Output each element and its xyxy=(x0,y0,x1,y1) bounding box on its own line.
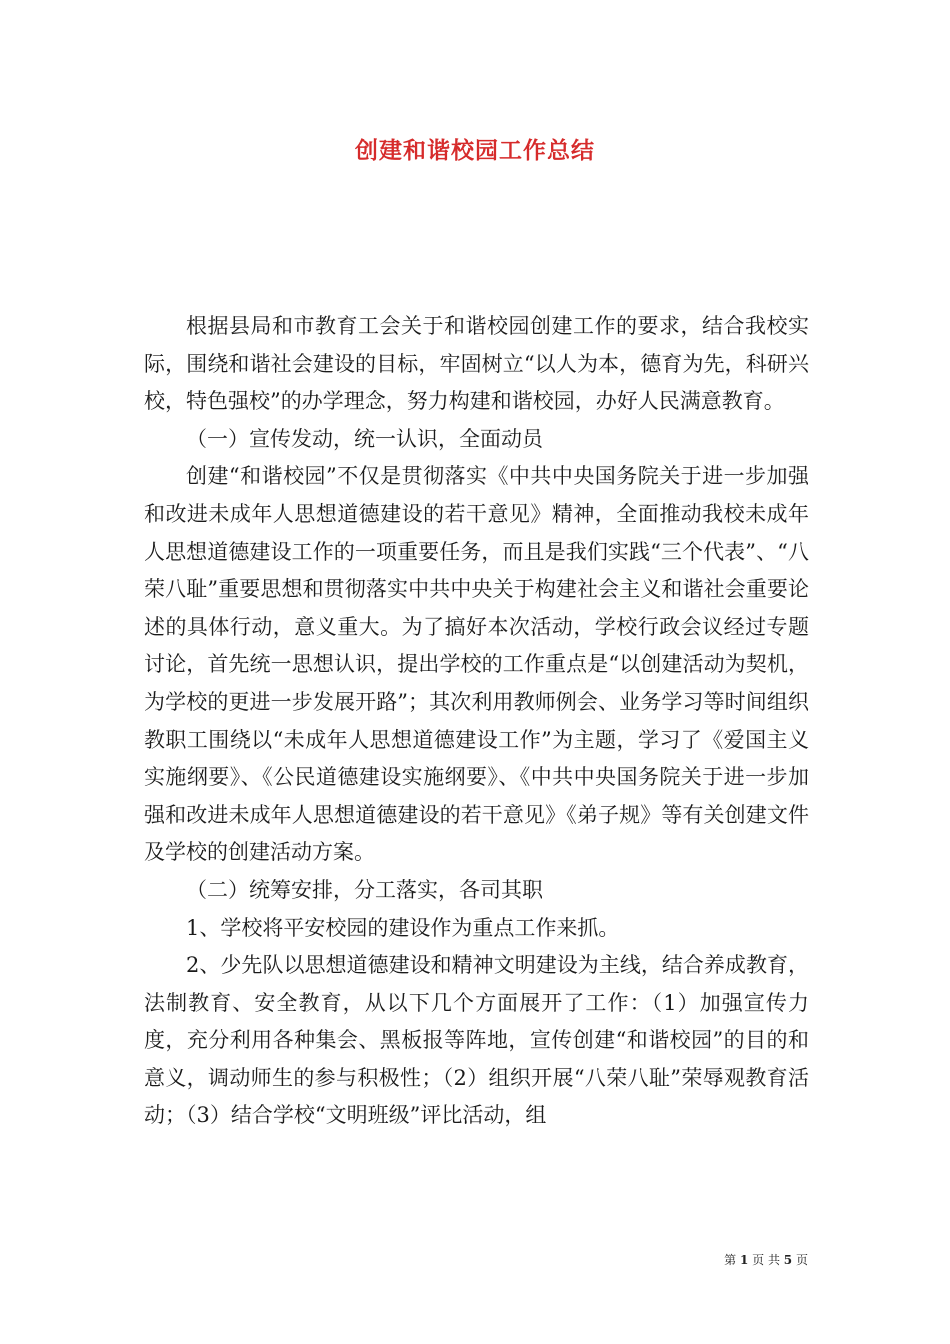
page-number-footer xyxy=(724,1251,808,1268)
document-body xyxy=(144,308,809,1135)
footer-current-page: 1 xyxy=(739,1253,749,1267)
footer-middle: 页 共 xyxy=(752,1253,780,1267)
paragraph-intro: 根据县局和市教育工会关于和谐校园创建工作的要求，结合我校实际，围绕和谐社会建设的目标，牢固树立“以人为本，德育为先，科研兴校，特色强校”的办学理念，努力构建和谐校园，办好人民满意教育。 xyxy=(144,314,809,414)
section-heading-1: （一）宣传发动，统一认识，全面动员 xyxy=(186,426,543,451)
paragraph-section-1: 创建“和谐校园”不仅是贯彻落实《中共中央国务院关于进一步加强和改进未成年人思想道德建设的若干意见》精神，全面推动我校未成年人思想道德建设工作的一项重要任务，而且是我们实践“三个代表”、“八荣八耻”重要思想和贯彻落实中共中央关于构建社会主义和谐社会重要论述的具体行动，意义重大。为了搞好本次活动，学校行政会议经过专题讨论，首先统一思想认识，提出学校的工作重点是“以创建活动为契机，为学校的更进一步发展开路”；其次利用教师例会、业务学习等时间组织教职工围绕以“未成年人思想道德建设工作”为主题，学习了《爱国主义实施纲要》、《公民道德建设实施纲要》、《中共中央国务院关于进一步加强和改进未成年人思想道德建设的若干意见》《弟子规》等有关创建文件及学校的创建活动方案。 xyxy=(144,464,809,865)
footer-prefix: 第 xyxy=(724,1253,737,1267)
document-title: 创建和谐校园工作总结 xyxy=(355,137,595,164)
paragraph-item-2: 2、少先队以思想道德建设和精神文明建设为主线，结合养成教育，法制教育、安全教育，从以下几个方面展开了工作：（1）加强宣传力度，充分利用各种集会、黑板报等阵地，宣传创建“和谐校园”的目的和意义，调动师生的参与积极性；（2）组织开展“八荣八耻”荣辱观教育活动；（3）结合学校“文明班级”评比活动，组 xyxy=(144,953,809,1128)
footer-total-pages: 5 xyxy=(783,1253,793,1267)
footer-suffix: 页 xyxy=(795,1253,808,1267)
paragraph-item-1: 1、学校将平安校园的建设作为重点工作来抓。 xyxy=(186,915,620,940)
section-heading-2: （二）统筹安排，分工落实，各司其职 xyxy=(186,877,543,902)
